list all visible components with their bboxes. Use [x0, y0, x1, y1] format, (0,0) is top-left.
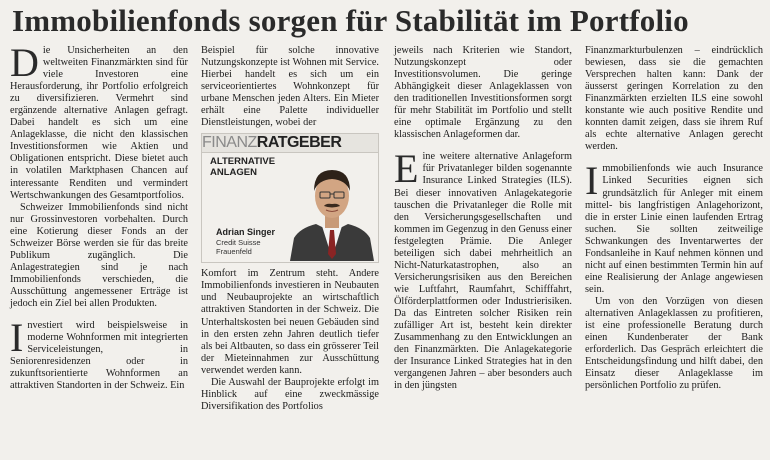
column-4	[585, 45, 763, 392]
paragraph: Die Auswahl der Bauprojekte erfolgt im Hinblick auf eine zweckmässige Diversifikation des Portfolios	[201, 376, 379, 412]
author-location: Frauenfeld	[216, 247, 252, 257]
box-header-dark: RATGEBER	[256, 134, 342, 152]
paragraph: Finanzmarkturbulenzen – eindrücklich bewiesen, dass sie die gemachten Versprechen halten kann: Dank der äusserst geringen Korrelation zu den Finanzmärkten erzielten ILS eine sowohl konstante wie auch positive Rendite und konnten damit zeigen, dass sie ihrem Ruf als echte alternative Anlagen gerecht werden.	[585, 45, 763, 153]
drop-cap: E	[394, 146, 419, 192]
author-name: Adrian Singer	[216, 227, 276, 238]
drop-cap: D	[10, 40, 39, 85]
box-header	[202, 134, 378, 153]
paragraph: Eine weitere alternative Anlageform für Privatanleger bilden sogenannte Insurance Linked Strategies (ILS). Bei dieser innovativen Anlagekategorie tauschen die Privatanleger die Rolle mit den Versicherungsgesellschaften und kommen im Gegenzug in den Genuss einer festgelegten Prämie. Die Anleger beteiligen sich dabei mehrheitlich an Nicht-Naturkatastrophen, also an Versicherungsrisiken aus den Bereichen wie Luftfahrt, Raumfahrt, Schifffahrt, Ölförderplattformen oder Industrierisiken. Da das Eintreten solcher Risiken rein zufälliger Art ist, besteht kein direkter Zusammenhang zu den Entwicklungen an den Finanzmärkten. Die Anlagekategorie der Insurance Linked Strategies hat in den vergangenen Jahren – aber besonders auch in den jüngsten	[394, 146, 572, 392]
paragraph: Investiert wird beispielsweise in moderne Wohnformen mit integrierten Serviceleistungen, in Seniorenresidenzen oder in zukunftsorientierte Wohnformen an attraktiven Standorten in der Schweiz. Ein	[10, 315, 188, 392]
paragraph: Schweizer Immobilienfonds sind nicht nur Grossinvestoren vorbehalten. Durch eine Kotierung dieser Fonds an der Schweizer Börse werden sie für das breite Publikum zugänglich. Die Anlagestrategien sind je nach Immobilienfonds verschieden, die Ausschüttung angemessener Erträge ist jedoch ein Ziel bei allen Produkten.	[10, 201, 188, 309]
drop-cap: I	[10, 315, 24, 361]
column-1	[10, 40, 188, 392]
drop-cap: I	[585, 158, 599, 204]
paragraph: jeweils nach Kriterien wie Standort, Nutzungskonzept oder Investitionsvolumen. Die geringe Abhängigkeit dieser Anlageklassen von den traditionellen Investitionsformen sorgt für mehr Stabilität im Portfolio und stellt eine optimale Ergänzung zu den klassischen Anlageformen dar.	[394, 45, 572, 141]
finanzratgeber-box	[201, 133, 379, 263]
paragraph: Um von den Vorzügen von diesen alternativen Anlageklassen zu profitieren, ist eine professionelle Beratung durch einen Kundenberater der Bank erforderlich. Das Gespräch erleichtert die Entscheidungsfindung und hilft dabei, den Einsatz dieser Anlageklasse im persönlichen Portfolio zu prüfen.	[585, 295, 763, 392]
paragraph: Die Unsicherheiten an den weltweiten Finanzmärkten sind für viele Investoren eine Herausforderung, ihr Portfolio erfolgreich zu diversifizieren. Vermehrt sind ergänzende alternative Anlagen gefragt. Dabei handelt es sich um eine Anlageklasse, die nicht den klassischen Investitionsformen wie Aktien und Obligationen entspricht. Diese bietet auch in volatilen Marktphasen Chancen auf interessante Renditen und vermindert Wertschwankungen des Gesamtportfolios.	[10, 40, 188, 201]
column-2	[201, 45, 379, 413]
paragraph: Immobilienfonds wie auch Insurance Linked Securities eignen sich grundsätzlich für Anleger mit einem mittel- bis langfristigen Anlagehorizont, die in erster Linie einen laufenden Ertrag suchen. Sie sollten zeitweilige Schwankungen des Inventarwertes der Fondsanleihe in Kauf nehmen können und nicht auf einen bestimmten Termin hin auf eine Realisierung der Anlage angewiesen sein.	[585, 158, 763, 295]
headline: Immobilienfonds sorgen für Stabilität im Portfolio	[12, 3, 689, 38]
paragraph: Komfort im Zentrum steht. Andere Immobilienfonds investieren in Neubauten und Neubauprojekte an wirtschaftlich attraktiven Standorten in der Schweiz. Die Unterhaltskosten bei neuen Gebäuden sind in den ersten zehn Jahren deutlich tiefer als bei Altbauten, so dass ein grösserer Teil der Mieteinnahmen zur Ausschüttung verwendet werden kann.	[201, 268, 379, 376]
paragraph: Beispiel für solche innovative Nutzungskonzepte ist Wohnen mit Service. Hierbei handelt es sich um ein serviceorientiertes Wohnkonzept für urbane Menschen jeden Alters. Ein Mieter erhält eine Palette individueller Dienstleistungen, wobei der	[201, 45, 379, 129]
box-category: ALTERNATIVE ANLAGEN	[210, 156, 276, 179]
author-company: Credit Suisse	[216, 238, 261, 248]
author-affiliation	[216, 238, 261, 256]
column-3	[394, 45, 572, 392]
author-portrait	[288, 158, 376, 261]
box-header-light: FINANZ	[202, 134, 257, 152]
